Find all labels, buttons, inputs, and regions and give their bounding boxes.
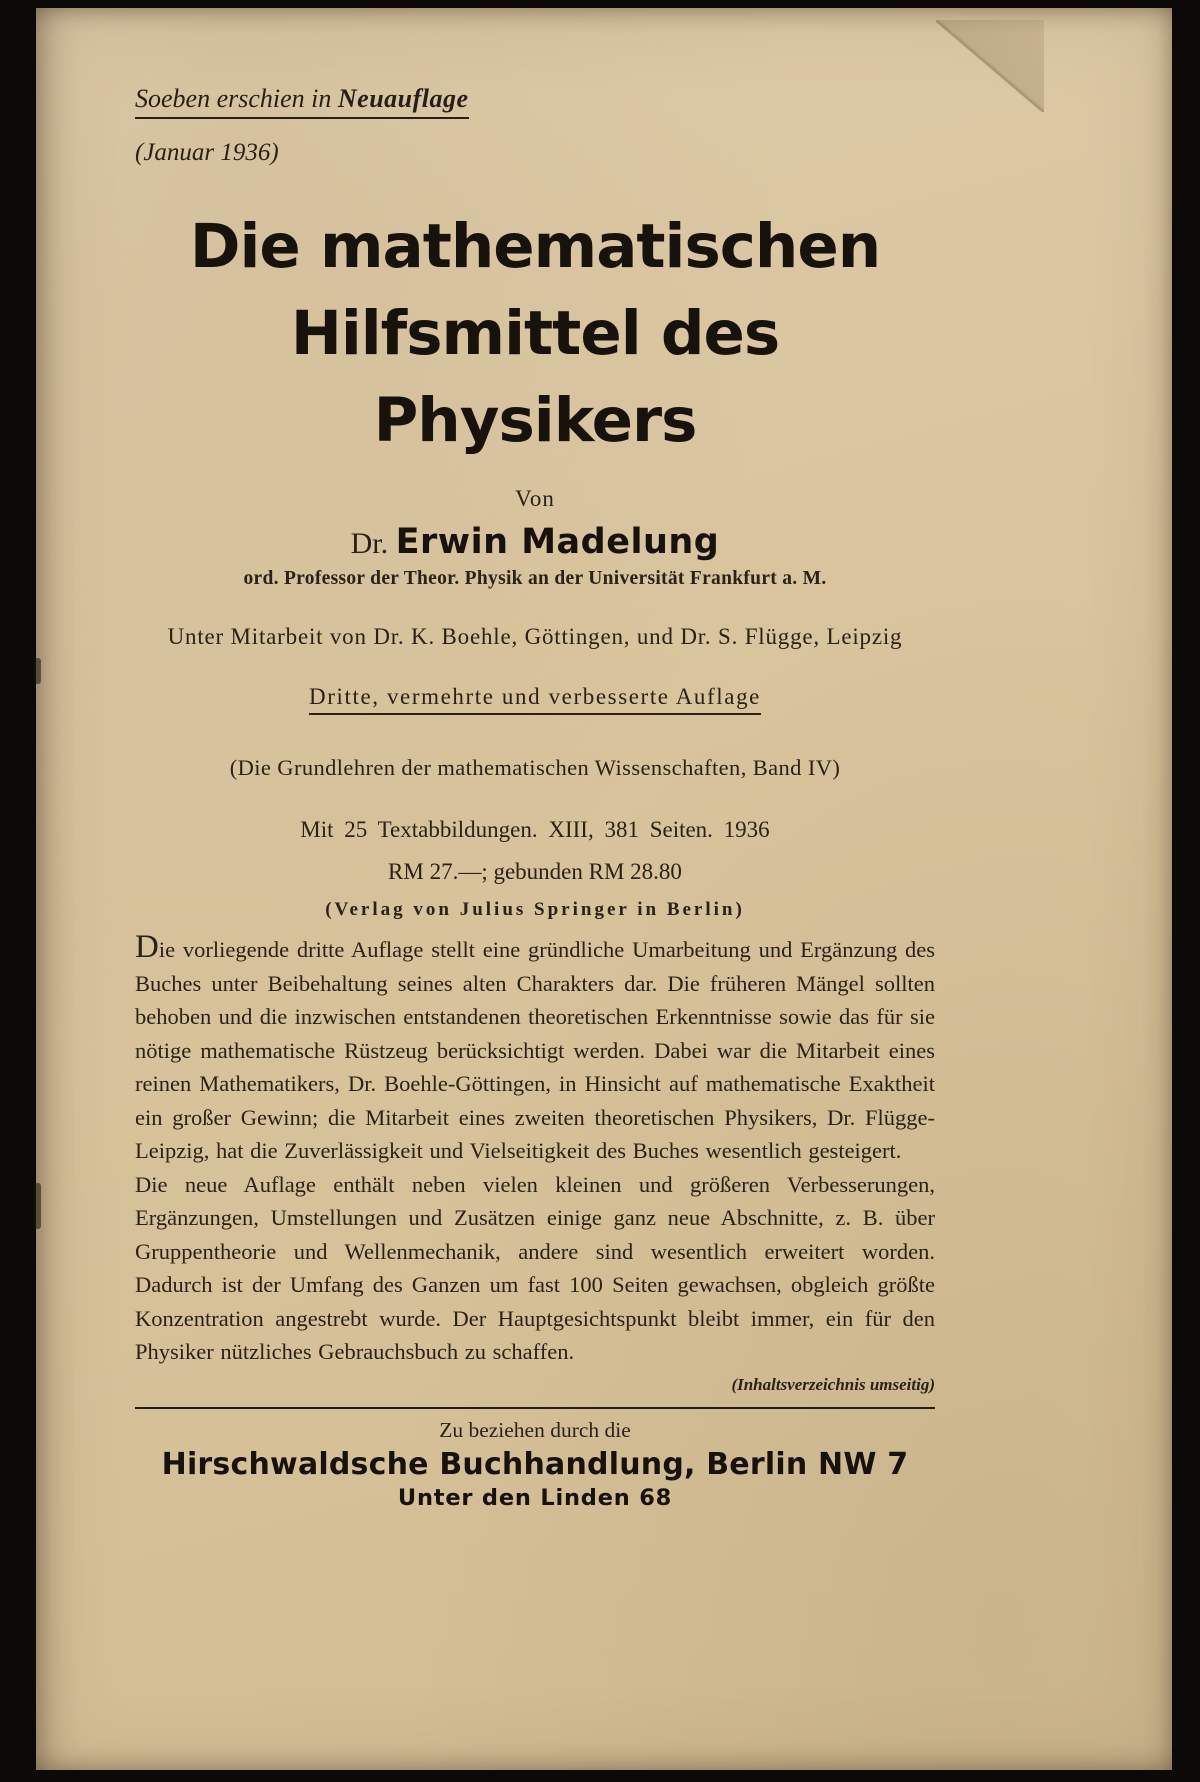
collaboration-line: Unter Mitarbeit von Dr. K. Boehle, Göttingen, und Dr. S. Flügge, Leipzig <box>167 624 903 649</box>
author-prefix: Dr. <box>350 527 396 560</box>
bookstore-name: Hirschwaldsche Buchhandlung, Berlin NW 7 <box>161 1447 909 1482</box>
paragraph-drop-cap: D <box>135 929 159 965</box>
details-line: Mit 25 Textabbildungen. XIII, 381 Seiten. 1936 <box>300 817 770 842</box>
folded-corner <box>936 20 1044 112</box>
book-title <box>135 203 935 464</box>
paragraph-1-text: ie vorliegende dritte Auflage stellt eine gründliche Umarbeitung und Ergänzung des Buches unter Beibehaltung seines alten Charakters dar. Die früheren Mängel sollten behoben und die inzwischen entstandenen theoretischen Erkenntnisse sowie das für sie nötige mathematische Rüstzeug berücksichtigt werden. Dabei war die Mitarbeit eines reinen Mathematikers, Dr. Boehle-Göttingen, in Hinsicht auf mathematische Exaktheit ein großer Gewinn; die Mitarbeit eines zweiten theoretischen Physikers, Dr. Flügge-Leipzig, hat die Zuverlässigkeit und Vielseitigkeit des Buches wesentlich gesteigert. <box>135 937 935 1163</box>
order-intro: Zu beziehen durch die <box>439 1418 631 1442</box>
publisher-line: (Verlag von Julius Springer in Berlin) <box>325 899 745 920</box>
price-line: RM 27.—; gebunden RM 28.80 <box>388 859 682 884</box>
staple-mark <box>34 1183 41 1229</box>
announcement-underlined <box>135 84 469 119</box>
paper-sheet <box>36 8 1172 1770</box>
byline-intro: Von <box>515 486 555 511</box>
author-line <box>135 522 935 562</box>
announcement-emphasis: Neuauflage <box>337 84 469 113</box>
book-title-line2: Hilfsmittel des Physikers <box>290 298 780 456</box>
date-line: (Januar 1936) <box>135 139 279 166</box>
announcement-line <box>135 84 935 119</box>
author-affiliation: ord. Professor der Theor. Physik an der Universität Frankfurt a. M. <box>243 568 827 589</box>
author-name: Erwin Madelung <box>395 522 720 562</box>
description-paragraph-2: Die neue Auflage enthält neben vielen kleinen und größeren Verbesserungen, Ergänzungen, Umstellungen und Zusätzen einige ganz neue Abschnitte, z. B. über Gruppentheorie und Wellenmechanik, andere sind wesentlich erweitert worden. Dadurch ist der Umfang des Ganzen um fast 100 Seiten gewachsen, obgleich größte Konzentration angestrebt wurde. Der Hauptgesichtspunkt bleibt immer, ein für den Physiker nützliches Gebrauchsbuch zu schaffen. <box>135 1171 935 1364</box>
description-text <box>135 929 935 1369</box>
description-paragraph-1 <box>135 929 935 1168</box>
book-title-line1: Die mathematischen <box>189 211 881 282</box>
divider-rule <box>135 1407 935 1410</box>
bookstore-address: Unter den Linden 68 <box>397 1485 673 1511</box>
edition-text: Dritte, vermehrte und verbesserte Auflage <box>309 684 761 715</box>
staple-mark <box>34 658 41 684</box>
announcement-text: Soeben erschien in <box>135 84 338 113</box>
edition-line <box>135 684 935 715</box>
series-line: (Die Grundlehren der mathematischen Wissenschaften, Band IV) <box>229 755 841 780</box>
advert-content <box>135 8 935 1511</box>
contents-note: (Inhaltsverzeichnis umseitig) <box>731 1374 935 1394</box>
